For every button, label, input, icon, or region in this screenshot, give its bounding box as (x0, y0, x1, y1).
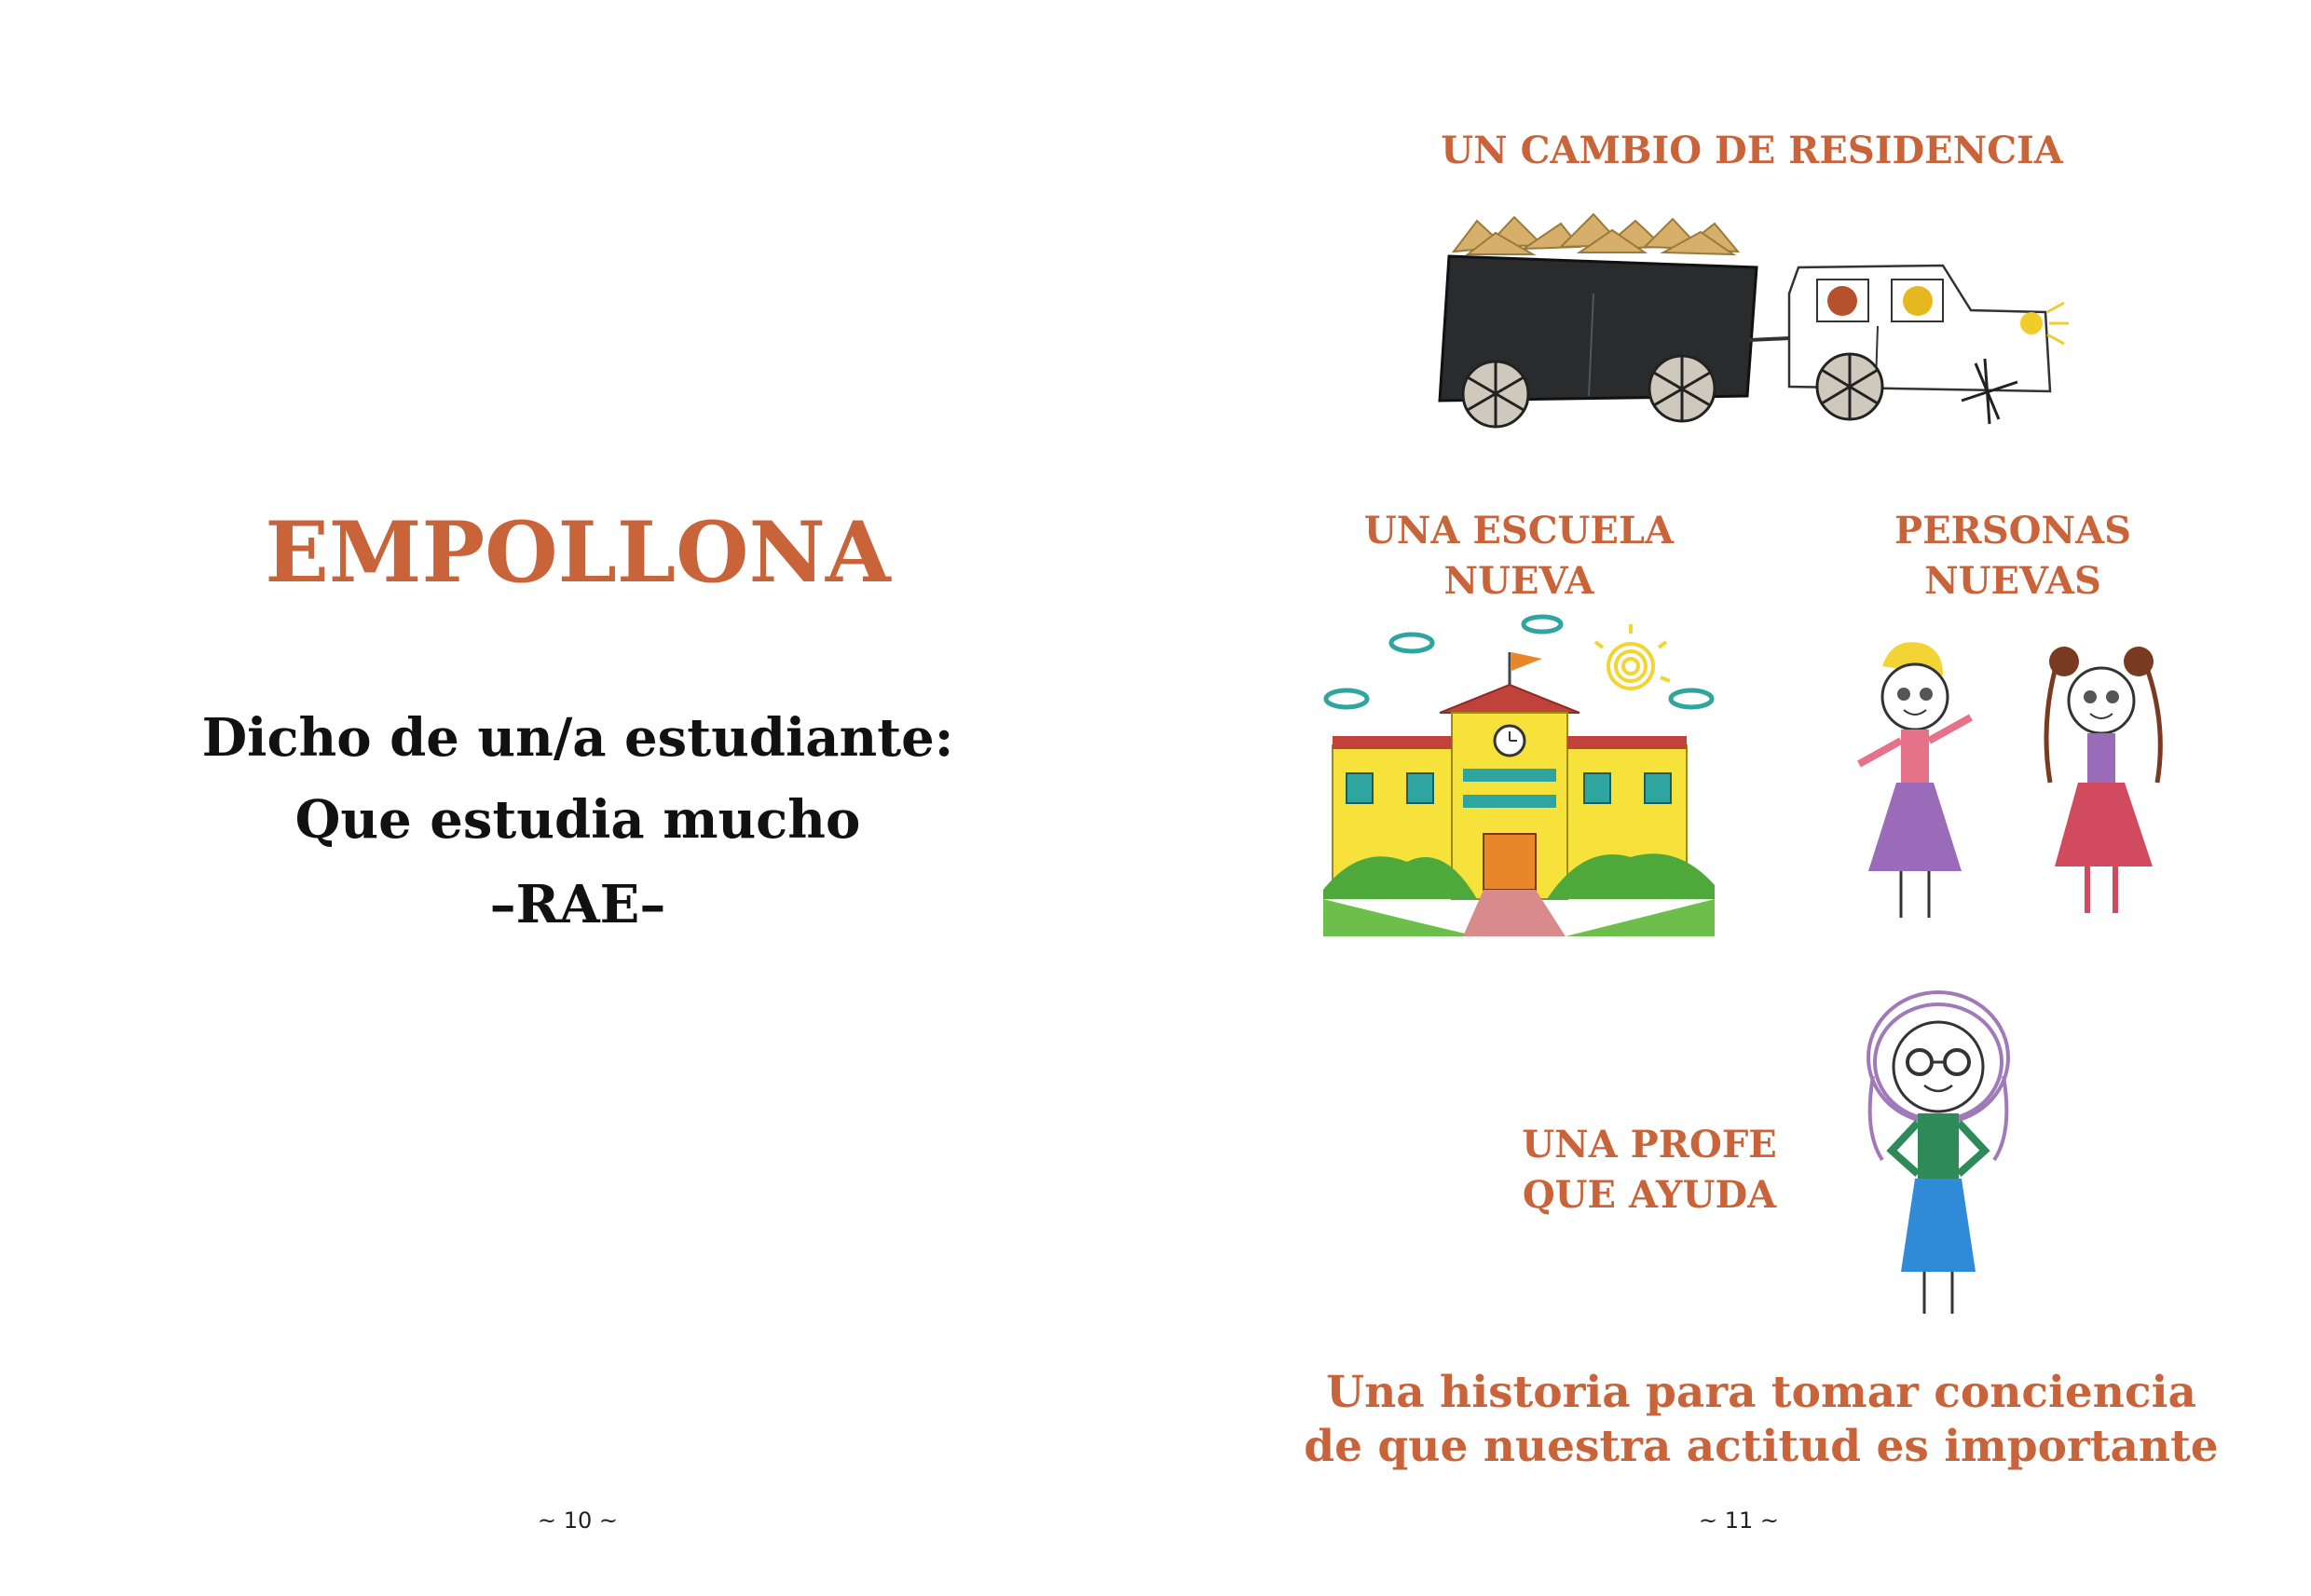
definition-line-1: Dicho de un/a estudiante: (201, 707, 954, 769)
tagline (1295, 1366, 2227, 1474)
teacher-drawing (1845, 992, 2031, 1328)
school-drawing (1323, 620, 1724, 936)
truck-drawing (1421, 210, 2073, 443)
definition-line-2: Que estudia mucho (294, 789, 861, 851)
heading-profe-line-1: UNA PROFE (1522, 1123, 1777, 1166)
heading-personas (1854, 506, 2171, 607)
kids-drawing (1840, 634, 2176, 941)
heading-personas-line-1: PERSONAS (1894, 509, 2132, 552)
definition-source: –RAE– (489, 874, 666, 935)
sun-icon (1595, 624, 1670, 689)
heading-escuela (1333, 506, 1705, 607)
page-number-left: ~ 10 ~ (537, 1507, 618, 1534)
kid-blonde (1859, 642, 1971, 918)
tagline-line-1: Una historia para tomar conciencia (1326, 1367, 2196, 1418)
kid-pigtails (2046, 647, 2160, 913)
page-title: EMPOLLONA (265, 503, 891, 602)
page-number-right: ~ 11 ~ (1698, 1507, 1779, 1534)
heading-profe-line-2: QUE AYUDA (1522, 1173, 1777, 1217)
wood-load (1454, 214, 1738, 254)
heading-personas-line-2: NUEVAS (1924, 559, 2101, 603)
heading-residencia: UN CAMBIO DE RESIDENCIA (1441, 129, 2063, 172)
heading-escuela-line-1: UNA ESCUELA (1363, 509, 1675, 552)
heading-profe (1500, 1120, 1798, 1221)
heading-escuela-line-2: NUEVA (1443, 559, 1594, 603)
tagline-line-2: de que nuestra actitud es importante (1304, 1421, 2219, 1472)
